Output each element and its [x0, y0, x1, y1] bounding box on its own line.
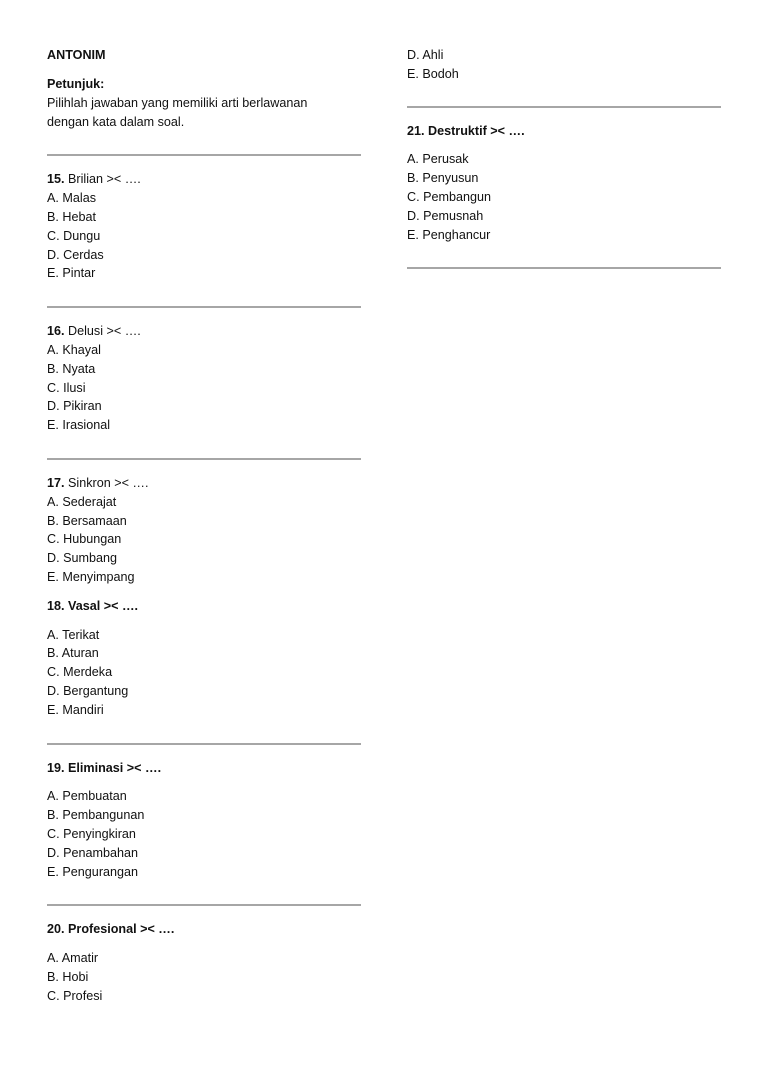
divider	[407, 267, 721, 269]
option-a: A. Pembuatan	[47, 789, 127, 804]
option-c: C. Dungu	[47, 228, 101, 243]
option-b: B. Hobi	[47, 969, 89, 984]
question-number: 20.	[47, 922, 65, 937]
option-d: D. Ahli	[407, 48, 444, 62]
question-stem: Brilian >< ….	[68, 172, 141, 187]
option-c: C. Hubungan	[47, 532, 122, 547]
option-e: E. Menyimpang	[47, 569, 135, 584]
option-a: A. Khayal	[47, 342, 101, 357]
question-17	[47, 474, 361, 493]
option-d: D. Sumbang	[47, 551, 118, 566]
option-a: A. Terikat	[47, 627, 100, 642]
option-e: E. Pengurangan	[47, 864, 139, 879]
question-18	[47, 597, 361, 616]
question-stem: Eliminasi >< ….	[68, 760, 162, 775]
instruction-line-1: Pilihlah jawaban yang memiliki arti berlawanan	[47, 95, 308, 110]
option-d: D. Penambahan	[47, 845, 139, 860]
question-stem: Profesional >< ….	[68, 922, 175, 937]
option-c: C. Penyingkiran	[47, 826, 136, 841]
left-column	[47, 46, 361, 1005]
option-a: A. Amatir	[47, 951, 99, 966]
option-e: E. Irasional	[47, 418, 110, 433]
option-b: B. Penyusun	[407, 171, 479, 186]
question-stem: Delusi >< ….	[68, 324, 141, 339]
question-21	[407, 122, 721, 141]
option-b: B. Nyata	[47, 361, 96, 376]
question-16	[47, 322, 361, 341]
option-e: E. Mandiri	[47, 702, 104, 717]
option-d: D. Cerdas	[47, 247, 104, 262]
option-d: D. Bergantung	[47, 683, 129, 698]
question-19	[47, 759, 361, 778]
question-stem: Vasal >< ….	[68, 598, 139, 613]
option-c: C. Pembangun	[407, 189, 492, 204]
option-b: B. Aturan	[47, 646, 99, 661]
option-b: B. Pembangunan	[47, 808, 145, 823]
option-e: E. Pintar	[47, 266, 96, 281]
option-a: A. Sederajat	[47, 494, 117, 509]
option-e: E. Penghancur	[407, 227, 491, 242]
question-number: 18.	[47, 598, 65, 613]
option-e: E. Bodoh	[407, 66, 459, 81]
option-d: D. Pemusnah	[407, 208, 484, 223]
question-number: 21.	[407, 123, 425, 138]
question-number: 19.	[47, 760, 65, 775]
option-a: A. Malas	[47, 191, 96, 206]
question-number: 17.	[47, 475, 65, 490]
question-15	[47, 170, 361, 189]
option-b: B. Hebat	[47, 209, 97, 224]
question-number: 15.	[47, 172, 65, 187]
instruction-line-2: dengan kata dalam soal.	[47, 114, 185, 129]
option-a: A. Perusak	[407, 152, 469, 167]
page-title: ANTONIM	[47, 48, 106, 62]
instruction-label: Petunjuk:	[47, 77, 105, 91]
right-column	[407, 46, 721, 269]
option-d: D. Pikiran	[47, 399, 102, 414]
option-b: B. Bersamaan	[47, 513, 127, 528]
option-c: C. Profesi	[47, 988, 103, 1003]
option-c: C. Ilusi	[47, 380, 86, 395]
question-stem: Destruktif >< ….	[428, 123, 525, 138]
option-c: C. Merdeka	[47, 665, 113, 680]
question-20	[47, 920, 361, 939]
question-number: 16.	[47, 324, 65, 339]
question-stem: Sinkron >< ….	[68, 475, 149, 490]
